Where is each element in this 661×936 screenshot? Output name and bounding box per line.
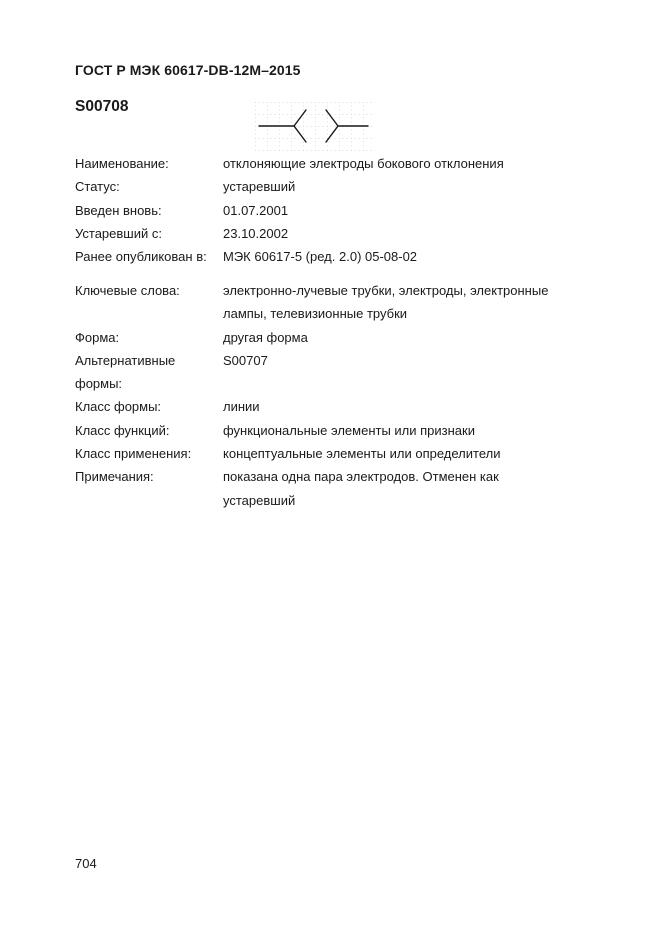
page-number: 704 <box>75 856 97 871</box>
field-value: 01.07.2001 <box>223 202 289 218</box>
deflecting-electrodes-symbol <box>252 99 374 152</box>
field-label: Альтернативные формы: <box>75 352 176 392</box>
field-value: показана одна пара электродов. Отменен как устаревший <box>223 469 499 508</box>
field-row <box>75 222 555 245</box>
field-row <box>75 465 555 512</box>
field-value: МЭК 60617-5 (ред. 2.0) 05-08-02 <box>223 249 418 265</box>
field-row <box>75 349 555 396</box>
field-label: Класс формы: <box>75 399 162 415</box>
field-value: отклоняющие электроды бокового отклонения <box>223 156 504 171</box>
fields-main <box>75 152 555 268</box>
field-label: Ключевые слова: <box>75 283 180 298</box>
field-value: S00707 <box>223 352 268 368</box>
field-row <box>75 152 555 175</box>
symbol-id: S00708 <box>75 98 129 115</box>
field-value: функциональные элементы или признаки <box>223 422 475 438</box>
field-row <box>75 419 555 442</box>
field-row <box>75 395 555 418</box>
field-label: Устаревший с: <box>75 225 162 241</box>
field-row <box>75 442 555 465</box>
field-value: устаревший <box>223 179 296 195</box>
field-value: электронно-лучевые трубки, электроды, электронные лампы, телевизионные трубки <box>223 283 549 322</box>
field-row <box>75 279 555 326</box>
field-label: Ранее опубликован в: <box>75 249 207 265</box>
field-label: Примечания: <box>75 469 154 485</box>
field-label: Статус: <box>75 179 120 195</box>
field-row <box>75 175 555 198</box>
field-value: 23.10.2002 <box>223 225 289 241</box>
field-row <box>75 199 555 222</box>
field-value: линии <box>223 399 260 415</box>
field-row <box>75 326 555 349</box>
field-label: Введен вновь: <box>75 202 162 218</box>
field-label: Класс применения: <box>75 446 192 462</box>
field-row <box>75 245 555 268</box>
field-label: Класс функций: <box>75 422 170 438</box>
field-value: концептуальные элементы или определители <box>223 446 501 462</box>
field-label: Форма: <box>75 329 120 345</box>
field-value: другая форма <box>223 329 308 345</box>
fields-details <box>75 279 555 512</box>
doc-title: ГОСТ Р МЭК 60617-DB-12M–2015 <box>75 62 301 78</box>
field-label: Наименование: <box>75 156 169 171</box>
